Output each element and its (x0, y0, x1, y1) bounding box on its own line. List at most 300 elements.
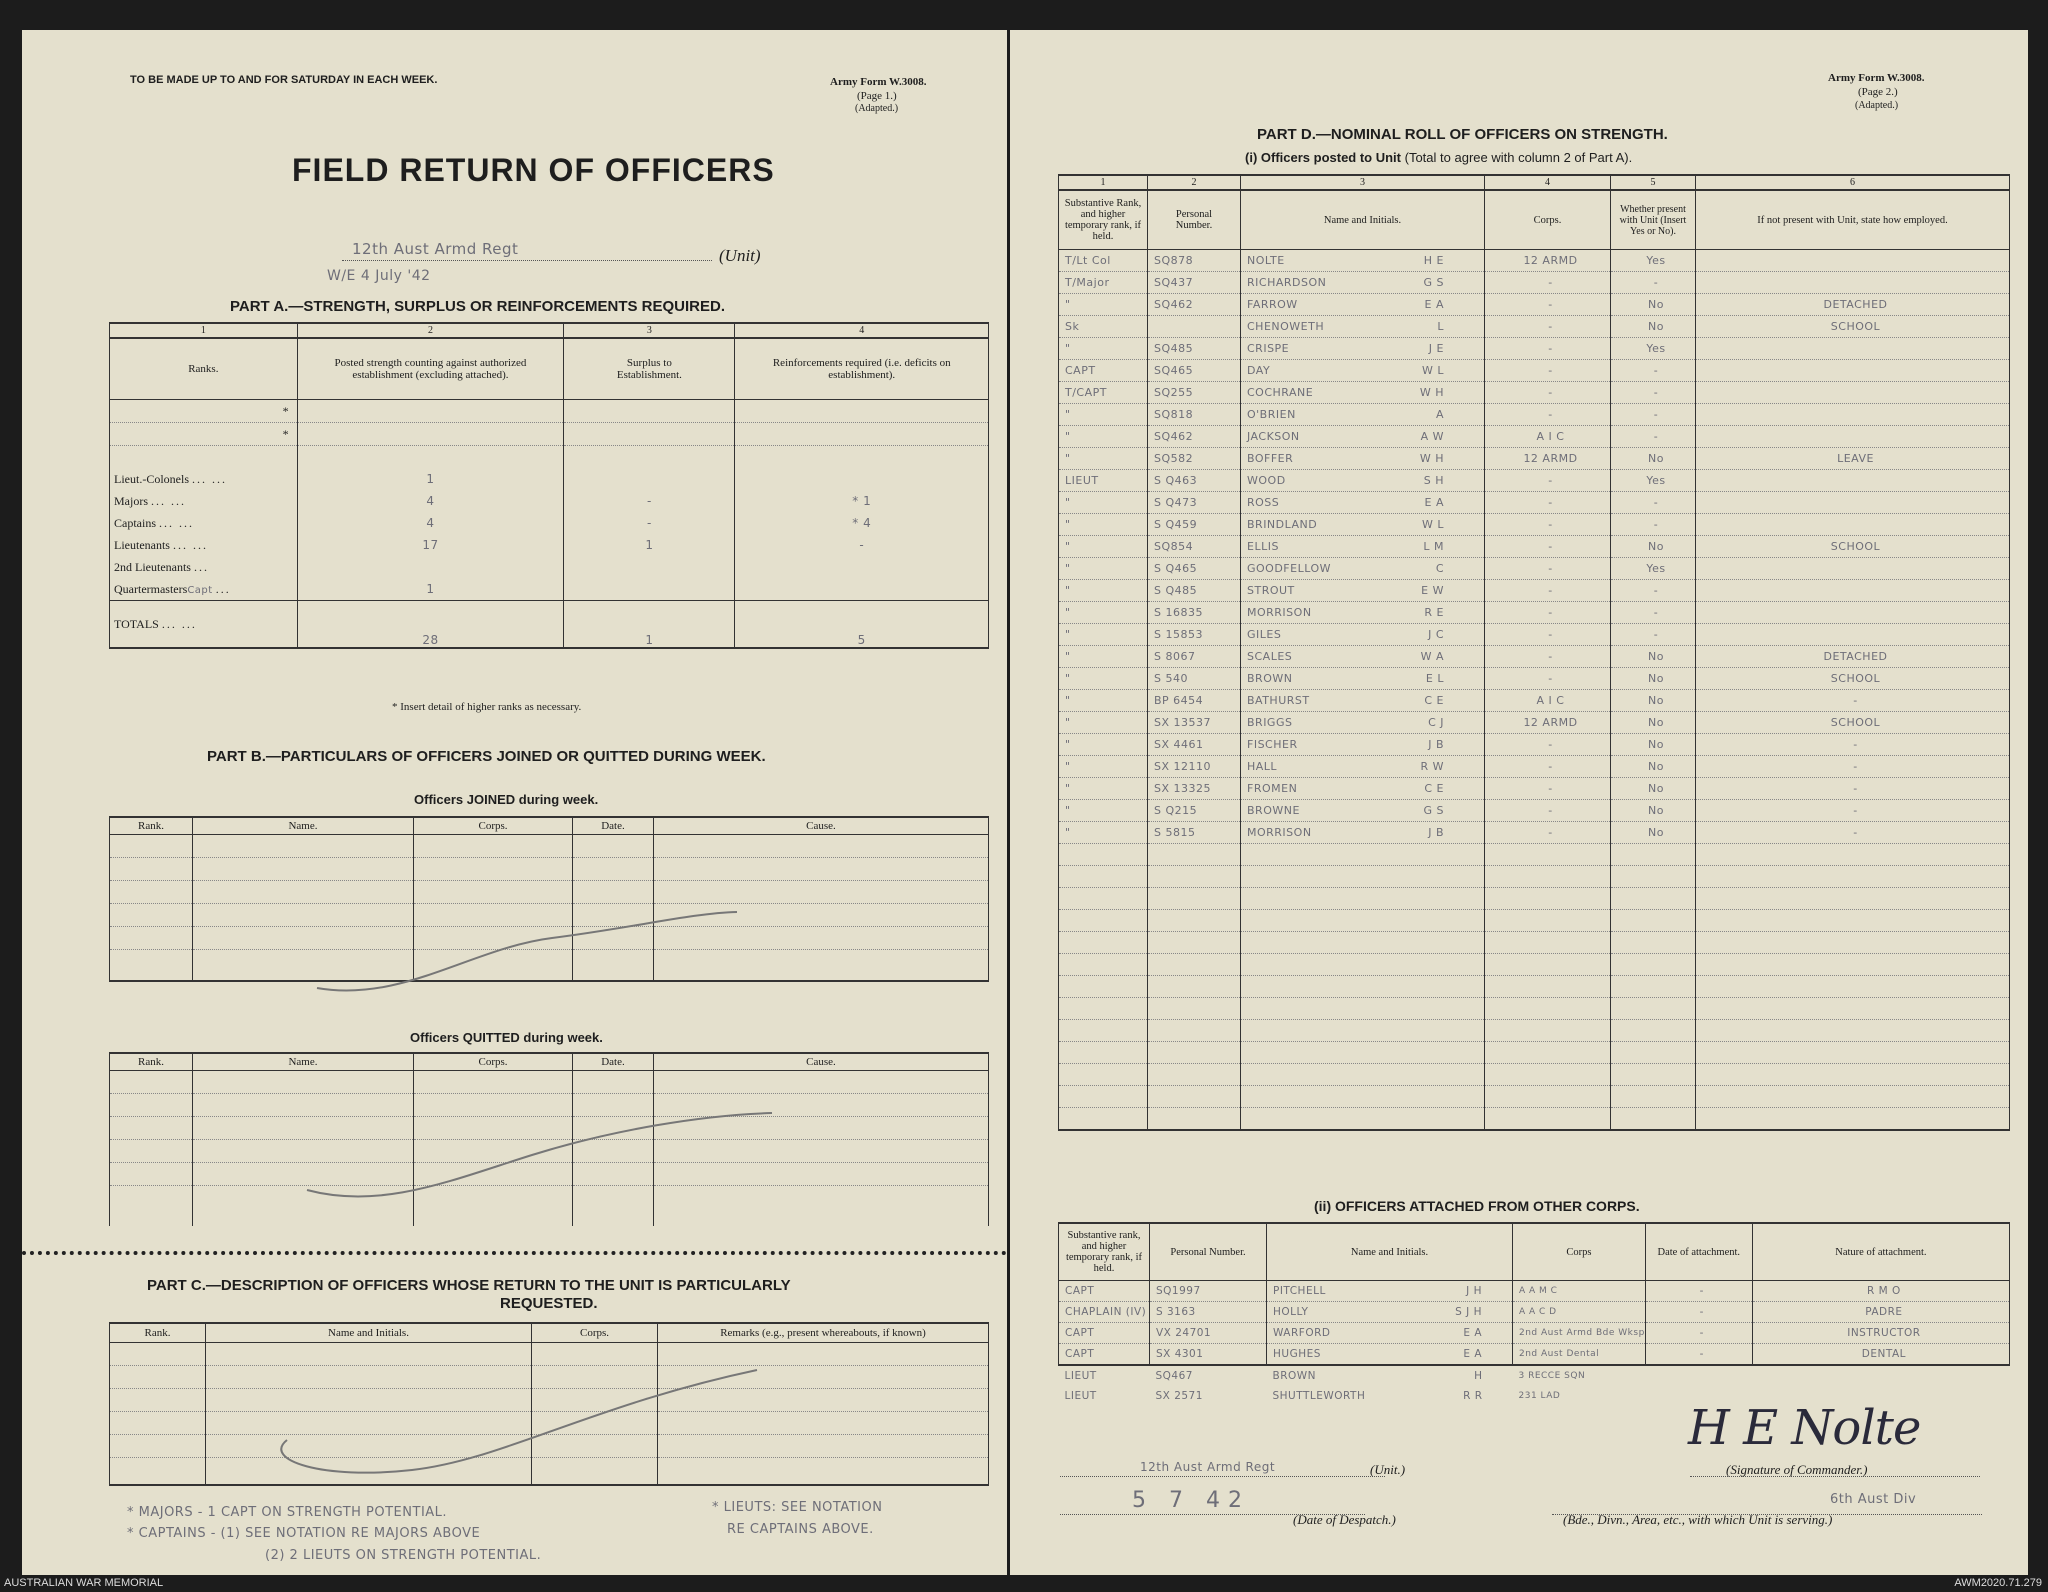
officer-row (1059, 536, 2010, 558)
present-cell: No (1611, 668, 1696, 690)
officer-row (1059, 272, 2010, 294)
present-cell: - (1611, 624, 1696, 646)
present-cell: No (1611, 778, 1696, 800)
name-cell (1267, 1302, 1513, 1323)
personal-number-cell: S Q459 (1148, 514, 1241, 536)
present-cell: No (1611, 822, 1696, 844)
officer-row (1059, 734, 2010, 756)
name-cell (1241, 492, 1485, 514)
corps-cell (1485, 932, 1611, 954)
officer-row (1059, 756, 2010, 778)
attached-row (1059, 1365, 2010, 1386)
name-cell (1241, 426, 1485, 448)
name-cell (1241, 514, 1485, 536)
attached-row (1059, 1302, 2010, 1323)
posted-value: 4 (297, 512, 564, 534)
header-corps: Corps. (414, 817, 573, 835)
initials: E A (1463, 1348, 1482, 1360)
rank-cell: " (1059, 514, 1148, 536)
present-cell: No (1611, 448, 1696, 470)
surname: HOLLY (1273, 1306, 1309, 1318)
surname: FISCHER (1247, 738, 1298, 751)
corps-cell: 12 ARMD (1485, 250, 1611, 272)
officer-row (1059, 448, 2010, 470)
header-name: Name. (193, 817, 414, 835)
surname: RICHARDSON (1247, 276, 1327, 289)
surname: CHENOWETH (1247, 320, 1325, 333)
attachment-date-cell: - (1645, 1323, 1752, 1344)
personal-number-cell (1148, 316, 1241, 338)
officer-row (1059, 404, 2010, 426)
personal-number-cell: SQ465 (1148, 360, 1241, 382)
corps-cell: - (1485, 756, 1611, 778)
present-cell: No (1611, 646, 1696, 668)
name-cell (1241, 954, 1485, 976)
nature-cell: PADRE (1752, 1302, 2009, 1323)
rank-row: Majors ... ... 4 - * 1 (110, 490, 989, 512)
initials: W L (1421, 364, 1444, 377)
initials: R R (1463, 1390, 1483, 1402)
part-d-subtitle: (i) Officers posted to Unit (1245, 150, 1401, 165)
corps-cell: 231 LAD (1518, 1391, 1561, 1401)
surname: NOLTE (1247, 254, 1285, 267)
officer-row (1059, 580, 2010, 602)
rank-cell (1059, 976, 1148, 998)
employed-cell: SCHOOL (1696, 712, 2010, 734)
name-cell (1241, 624, 1485, 646)
employed-cell: - (1696, 800, 2010, 822)
present-cell (1611, 1064, 1696, 1086)
name-cell (1267, 1323, 1513, 1344)
personal-number-cell: SQ467 (1155, 1370, 1193, 1382)
surplus-value: - (564, 490, 735, 512)
perforation-line (22, 1251, 1007, 1255)
personal-number-cell (1148, 998, 1241, 1020)
rank-cell: " (1059, 536, 1148, 558)
totals-label: TOTALS (114, 616, 159, 631)
present-cell: Yes (1611, 470, 1696, 492)
rank-row: Captains ... ... 4 - * 4 (110, 512, 989, 534)
bde-handwritten: 6th Aust Div (1830, 1492, 1917, 1507)
part-a-footnote: * Insert detail of higher ranks as necessary. (392, 701, 582, 713)
present-cell: - (1611, 602, 1696, 624)
rank-cell (1059, 1108, 1148, 1131)
rank-cell: " (1059, 580, 1148, 602)
officer-row (1059, 690, 2010, 712)
present-cell: No (1611, 316, 1696, 338)
personal-number-cell: S Q485 (1148, 580, 1241, 602)
initials: J B (1428, 738, 1444, 751)
name-cell (1267, 1365, 1513, 1386)
note-majors: * MAJORS - 1 CAPT ON STRENGTH POTENTIAL. (127, 1505, 448, 1520)
surname: FROMEN (1247, 782, 1298, 795)
signature-label: (Signature of Commander.) (1726, 1462, 1868, 1477)
army-form-label: Army Form W.3008. (1828, 72, 1925, 84)
corps-cell: - (1485, 778, 1611, 800)
rank-cell: CHAPLAIN (IV) (1059, 1302, 1150, 1323)
employed-cell (1696, 954, 2010, 976)
initials: J C (1428, 628, 1444, 641)
corps-cell: - (1485, 734, 1611, 756)
adapted-label: (Adapted.) (855, 103, 899, 114)
officer-row (1059, 558, 2010, 580)
unit-label: (Unit.) (1370, 1462, 1406, 1477)
personal-number-cell (1148, 1108, 1241, 1131)
note-captains-2: (2) 2 LIEUTS ON STRENGTH POTENTIAL. (265, 1548, 542, 1563)
corps-cell: - (1485, 470, 1611, 492)
name-cell (1267, 1281, 1513, 1302)
employed-cell: DETACHED (1696, 294, 2010, 316)
employed-cell: LEAVE (1696, 448, 2010, 470)
header-rank: Substantive rank, and higher temporary rank, if held. (1059, 1223, 1150, 1281)
part-c-title: PART C.—DESCRIPTION OF OFFICERS WHOSE RETURN TO THE UNIT IS PARTICULARLY (147, 1277, 791, 1294)
part-ii-title: (ii) OFFICERS ATTACHED FROM OTHER CORPS. (1314, 1198, 1640, 1214)
corps-cell: - (1485, 646, 1611, 668)
name-cell (1241, 844, 1485, 866)
part-b-title: PART B.—PARTICULARS OF OFFICERS JOINED OR QUITTED DURING WEEK. (207, 748, 766, 765)
surname: ROSS (1247, 496, 1280, 509)
employed-cell (1696, 558, 2010, 580)
present-cell: No (1611, 712, 1696, 734)
rank-label: 2nd Lieutenants (114, 559, 191, 574)
rank-cell (1059, 1064, 1148, 1086)
header-corps: Corps. (414, 1053, 573, 1071)
header-corps: Corps. (532, 1323, 658, 1343)
corps-cell: A A M C (1513, 1281, 1646, 1302)
header-name-initials: Name and Initials. (206, 1323, 532, 1343)
header-ranks: Ranks. (110, 338, 298, 400)
corps-cell: - (1485, 294, 1611, 316)
personal-number-cell (1148, 954, 1241, 976)
employed-cell (1696, 888, 2010, 910)
present-cell: - (1611, 492, 1696, 514)
present-cell (1611, 1042, 1696, 1064)
col-num: 1 (110, 323, 298, 338)
surname: BRIGGS (1247, 716, 1293, 729)
personal-number-cell: S 16835 (1148, 602, 1241, 624)
corps-cell (1485, 888, 1611, 910)
personal-number-cell: SQ854 (1148, 536, 1241, 558)
employed-cell: - (1696, 778, 2010, 800)
surname: BROWNE (1247, 804, 1300, 817)
corps-cell (1485, 954, 1611, 976)
totals-row: TOTALS ... ... 28 1 5 (110, 601, 989, 649)
present-cell: No (1611, 294, 1696, 316)
name-cell (1241, 1020, 1485, 1042)
personal-number-cell: SX 12110 (1148, 756, 1241, 778)
rank-label: Majors (114, 493, 148, 508)
empty-row (1059, 1020, 2010, 1042)
rank-cell (1059, 1086, 1148, 1108)
surname: O'BRIEN (1247, 408, 1296, 421)
nature-cell: R M O (1752, 1281, 2009, 1302)
name-cell (1241, 998, 1485, 1020)
surplus-value (564, 578, 735, 601)
despatch-date-handwritten: 5 7 42 (1132, 1488, 1250, 1513)
name-cell (1241, 1042, 1485, 1064)
name-cell (1241, 558, 1485, 580)
officer-row (1059, 646, 2010, 668)
rank-cell (1059, 910, 1148, 932)
instruction-text: TO BE MADE UP TO AND FOR SATURDAY IN EACH WEEK. (130, 74, 438, 86)
surname: BROWN (1272, 1370, 1317, 1382)
part-a-table (109, 322, 989, 649)
officer-row (1059, 360, 2010, 382)
employed-cell (1696, 470, 2010, 492)
personal-number-cell: BP 6454 (1148, 690, 1241, 712)
unit-handwritten: 12th Aust Armd Regt (352, 240, 519, 258)
initials: W H (1419, 386, 1444, 399)
header-rank: Rank. (110, 1053, 193, 1071)
rank-cell (1059, 888, 1148, 910)
present-cell: - (1611, 580, 1696, 602)
name-cell (1241, 690, 1485, 712)
rank-cell: CAPT (1059, 1344, 1150, 1366)
initials: J E (1428, 342, 1444, 355)
employed-cell (1696, 338, 2010, 360)
empty-row (1059, 976, 2010, 998)
attached-row (1059, 1281, 2010, 1302)
rank-cell: " (1059, 426, 1148, 448)
form-title: FIELD RETURN OF OFFICERS (292, 152, 775, 188)
right-page (1010, 30, 2028, 1575)
personal-number-cell: SX 13537 (1148, 712, 1241, 734)
rank-label: Lieutenants (114, 537, 170, 552)
employed-cell (1696, 514, 2010, 536)
name-cell (1267, 1344, 1513, 1366)
empty-row (1059, 910, 2010, 932)
name-cell (1241, 360, 1485, 382)
initials: G S (1423, 804, 1444, 817)
rank-cell: T/Lt Col (1059, 250, 1148, 272)
col-num: 4 (735, 323, 989, 338)
reinf-value (735, 578, 989, 601)
officer-row (1059, 624, 2010, 646)
col-num: 2 (297, 323, 564, 338)
corps-cell: 12 ARMD (1485, 712, 1611, 734)
personal-number-cell: SQ485 (1148, 338, 1241, 360)
rank-row: QuartermastersCapt ... 1 (110, 578, 989, 601)
surname: JACKSON (1247, 430, 1300, 443)
adapted-label: (Adapted.) (1855, 100, 1899, 111)
personal-number-cell: SQ582 (1148, 448, 1241, 470)
personal-number-cell (1148, 976, 1241, 998)
employed-cell (1696, 250, 2010, 272)
officer-row (1059, 338, 2010, 360)
name-cell (1241, 602, 1485, 624)
initials: E A (1463, 1327, 1482, 1339)
surname: BRINDLAND (1247, 518, 1318, 531)
star-row: * (110, 400, 298, 423)
name-cell (1241, 822, 1485, 844)
name-cell (1241, 866, 1485, 888)
employed-cell: - (1696, 690, 2010, 712)
officer-row (1059, 316, 2010, 338)
date-label: (Date of Despatch.) (1293, 1512, 1396, 1527)
header-cause: Cause. (654, 817, 989, 835)
name-cell (1241, 580, 1485, 602)
officer-row (1059, 382, 2010, 404)
name-cell (1241, 382, 1485, 404)
name-cell (1241, 250, 1485, 272)
rank-label: Lieut.-Colonels (114, 471, 189, 486)
surname: HALL (1247, 760, 1278, 773)
personal-number-cell (1148, 1064, 1241, 1086)
personal-number-cell: S 540 (1148, 668, 1241, 690)
present-cell: - (1611, 360, 1696, 382)
officer-row (1059, 492, 2010, 514)
nominal-roll-body (1059, 250, 2010, 1131)
rank-cell (1059, 866, 1148, 888)
corps-cell: - (1485, 800, 1611, 822)
corps-cell: A I C (1485, 426, 1611, 448)
initials: A (1435, 408, 1444, 421)
initials: R E (1424, 606, 1444, 619)
empty-row (1059, 932, 2010, 954)
total-surplus: 1 (564, 601, 735, 649)
personal-number-cell: S Q465 (1148, 558, 1241, 580)
present-cell: - (1611, 426, 1696, 448)
name-cell (1241, 976, 1485, 998)
corps-cell: - (1485, 668, 1611, 690)
corps-cell (1485, 1108, 1611, 1131)
rank-cell: " (1059, 338, 1148, 360)
personal-number-cell: SQ878 (1148, 250, 1241, 272)
attached-row (1059, 1323, 2010, 1344)
personal-number-cell (1148, 866, 1241, 888)
employed-cell (1696, 1020, 2010, 1042)
present-cell: Yes (1611, 338, 1696, 360)
empty-row (1059, 1108, 2010, 1131)
corps-cell: A A C D (1513, 1302, 1646, 1323)
initials: E A (1424, 298, 1444, 311)
rank-cell: LIEUT (1064, 1370, 1097, 1382)
rank-cell: " (1059, 624, 1148, 646)
part-c-title-2: REQUESTED. (500, 1295, 598, 1312)
rank-cell: " (1059, 822, 1148, 844)
header-date: Date. (573, 1053, 654, 1071)
present-cell: - (1611, 382, 1696, 404)
present-cell (1611, 910, 1696, 932)
employed-cell (1696, 580, 2010, 602)
initials: J B (1428, 826, 1444, 839)
unit-line (342, 260, 712, 261)
present-cell: No (1611, 756, 1696, 778)
personal-number-cell: SQ818 (1148, 404, 1241, 426)
name-cell (1241, 778, 1485, 800)
empty-row (1059, 866, 2010, 888)
officer-row (1059, 822, 2010, 844)
name-cell (1241, 734, 1485, 756)
corps-cell: 2nd Aust Armd Bde Wksp (1513, 1323, 1646, 1344)
surname: WARFORD (1273, 1327, 1331, 1339)
employed-cell (1696, 360, 2010, 382)
employed-cell: SCHOOL (1696, 316, 2010, 338)
employed-cell (1696, 998, 2010, 1020)
header-personal-number: Personal Number. (1148, 190, 1241, 250)
reinf-value (735, 468, 989, 490)
officer-row (1059, 778, 2010, 800)
surname: ELLIS (1247, 540, 1279, 553)
initials: H E (1423, 254, 1444, 267)
personal-number-cell (1148, 844, 1241, 866)
officer-row (1059, 668, 2010, 690)
empty-row (1059, 888, 2010, 910)
name-cell (1241, 932, 1485, 954)
unit-handwritten: 12th Aust Armd Regt (1140, 1460, 1276, 1474)
col-num: 3 (1241, 175, 1485, 190)
employed-cell (1696, 932, 2010, 954)
employed-cell (1696, 426, 2010, 448)
commander-signature: H E Nolte (1688, 1400, 1921, 1456)
initials: C E (1424, 694, 1444, 707)
corps-cell: - (1485, 404, 1611, 426)
footer-left: AUSTRALIAN WAR MEMORIAL (4, 1577, 164, 1589)
name-cell (1241, 756, 1485, 778)
surplus-value: - (564, 512, 735, 534)
present-cell: No (1611, 536, 1696, 558)
empty-row (1059, 1042, 2010, 1064)
header-surplus: Surplus to Establishment. (564, 338, 735, 400)
rank-cell: " (1059, 448, 1148, 470)
reinf-value (735, 556, 989, 578)
empty-row (1059, 998, 2010, 1020)
rank-cell: " (1059, 734, 1148, 756)
officer-row (1059, 602, 2010, 624)
name-cell (1241, 1108, 1485, 1131)
employed-cell (1696, 492, 2010, 514)
name-cell (1241, 470, 1485, 492)
initials: S H (1423, 474, 1444, 487)
rank-cell: " (1059, 756, 1148, 778)
empty-row (1059, 1064, 2010, 1086)
posted-value: 1 (297, 578, 564, 601)
present-cell (1611, 932, 1696, 954)
surname: DAY (1247, 364, 1271, 377)
personal-number-cell (1148, 888, 1241, 910)
corps-cell: - (1485, 536, 1611, 558)
rank-cell: " (1059, 778, 1148, 800)
employed-cell (1696, 602, 2010, 624)
personal-number-cell: SQ437 (1148, 272, 1241, 294)
name-cell (1241, 404, 1485, 426)
initials: C J (1428, 716, 1444, 729)
rank-cell (1059, 998, 1148, 1020)
personal-number-cell: SX 4461 (1148, 734, 1241, 756)
name-cell (1241, 316, 1485, 338)
officer-row (1059, 470, 2010, 492)
page-number: (Page 2.) (1858, 86, 1898, 98)
employed-cell: DETACHED (1696, 646, 2010, 668)
corps-cell: A I C (1485, 690, 1611, 712)
officer-row (1059, 250, 2010, 272)
personal-number-cell: SX 2571 (1155, 1390, 1203, 1402)
initials: L (1437, 320, 1444, 333)
rank-cell: " (1059, 690, 1148, 712)
note-lieuts-2: RE CAPTAINS ABOVE. (727, 1522, 874, 1537)
corps-cell: - (1485, 624, 1611, 646)
initials: L M (1423, 540, 1444, 553)
part-d-title: PART D.—NOMINAL ROLL OF OFFICERS ON STRENGTH. (1257, 126, 1668, 143)
personal-number-cell (1148, 1020, 1241, 1042)
rank-cell: " (1059, 492, 1148, 514)
surname: SCALES (1247, 650, 1293, 663)
present-cell: Yes (1611, 250, 1696, 272)
personal-number-cell: SX 13325 (1148, 778, 1241, 800)
joined-title: Officers JOINED during week. (414, 792, 599, 807)
corps-cell: 2nd Aust Dental (1513, 1344, 1646, 1366)
personal-number-cell: S 8067 (1148, 646, 1241, 668)
